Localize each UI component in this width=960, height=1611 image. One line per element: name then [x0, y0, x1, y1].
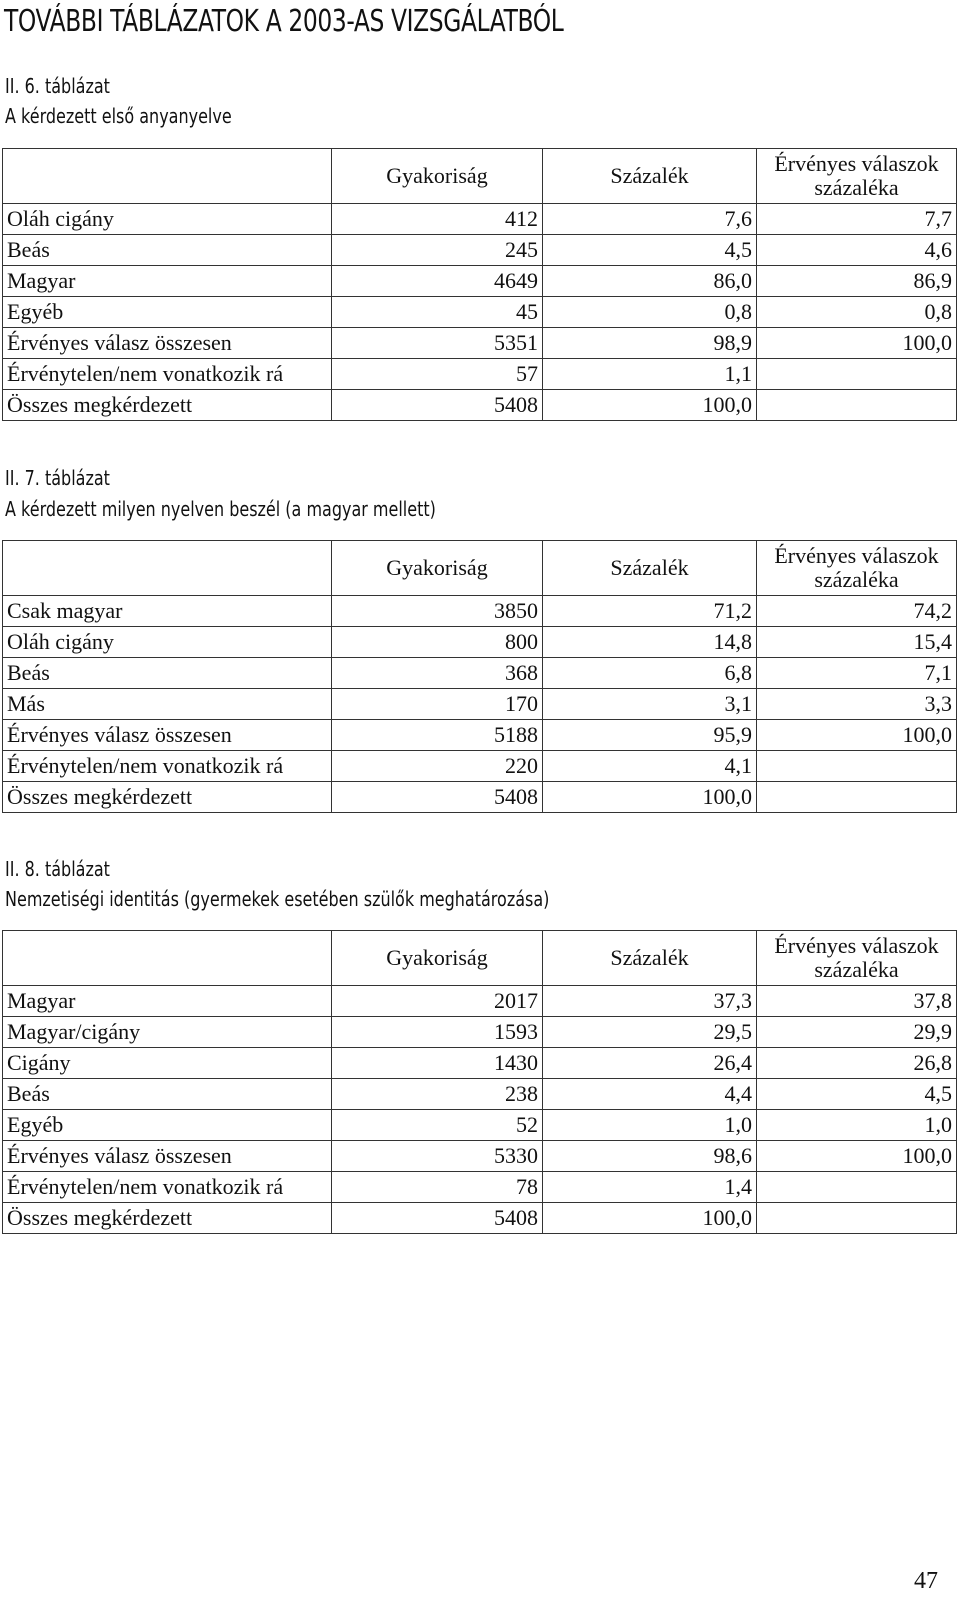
cell-frequency: 5408 [332, 390, 543, 421]
header-valid-line2: százaléka [814, 567, 899, 592]
table-header-row [3, 541, 957, 596]
cell-valid-percent: 4,5 [757, 1079, 957, 1110]
cell-valid-percent [757, 390, 957, 421]
cell-percent: 26,4 [543, 1048, 757, 1079]
header-valid-line2: százaléka [814, 175, 899, 200]
row-label: Érvénytelen/nem vonatkozik rá [3, 359, 332, 390]
table-row [3, 986, 957, 1017]
cell-percent: 37,3 [543, 986, 757, 1017]
table-row [3, 204, 957, 235]
row-label: Beás [3, 235, 332, 266]
cell-frequency: 45 [332, 297, 543, 328]
cell-percent: 1,4 [543, 1172, 757, 1203]
row-label: Oláh cigány [3, 204, 332, 235]
table-7-title: A kérdezett milyen nyelven beszél (a magyar mellett) [5, 497, 436, 521]
cell-valid-percent: 7,7 [757, 204, 957, 235]
cell-percent: 3,1 [543, 689, 757, 720]
header-percent: Százalék [543, 149, 757, 204]
cell-frequency: 800 [332, 627, 543, 658]
cell-valid-percent: 86,9 [757, 266, 957, 297]
table-header-row [3, 149, 957, 204]
cell-valid-percent [757, 782, 957, 813]
table-row [3, 596, 957, 627]
cell-frequency: 57 [332, 359, 543, 390]
row-label: Oláh cigány [3, 627, 332, 658]
cell-valid-percent: 29,9 [757, 1017, 957, 1048]
cell-valid-percent: 4,6 [757, 235, 957, 266]
cell-frequency: 170 [332, 689, 543, 720]
table-row [3, 297, 957, 328]
header-percent: Százalék [543, 931, 757, 986]
cell-frequency: 52 [332, 1110, 543, 1141]
row-label: Más [3, 689, 332, 720]
row-label: Érvényes válasz összesen [3, 1141, 332, 1172]
cell-valid-percent [757, 1172, 957, 1203]
table-row [3, 1141, 957, 1172]
row-label: Érvénytelen/nem vonatkozik rá [3, 751, 332, 782]
row-label: Magyar [3, 986, 332, 1017]
cell-valid-percent: 7,1 [757, 658, 957, 689]
cell-valid-percent: 100,0 [757, 720, 957, 751]
table-header-row [3, 931, 957, 986]
table-row [3, 1017, 957, 1048]
cell-percent: 95,9 [543, 720, 757, 751]
cell-frequency: 4649 [332, 266, 543, 297]
cell-percent: 71,2 [543, 596, 757, 627]
cell-percent: 98,9 [543, 328, 757, 359]
table-row [3, 720, 957, 751]
cell-frequency: 5330 [332, 1141, 543, 1172]
cell-valid-percent: 37,8 [757, 986, 957, 1017]
table-6 [2, 148, 957, 421]
cell-percent: 86,0 [543, 266, 757, 297]
table-row [3, 328, 957, 359]
row-label: Magyar/cigány [3, 1017, 332, 1048]
cell-frequency: 245 [332, 235, 543, 266]
table-8-title: Nemzetiségi identitás (gyermekek esetében szülők meghatározása) [5, 887, 550, 911]
row-label: Csak magyar [3, 596, 332, 627]
table-7 [2, 540, 957, 813]
row-label: Összes megkérdezett [3, 782, 332, 813]
row-label: Magyar [3, 266, 332, 297]
table-row [3, 689, 957, 720]
cell-frequency: 5408 [332, 1203, 543, 1234]
cell-percent: 0,8 [543, 297, 757, 328]
cell-valid-percent: 15,4 [757, 627, 957, 658]
header-frequency: Gyakoriság [332, 149, 543, 204]
cell-percent: 6,8 [543, 658, 757, 689]
table-8 [2, 930, 957, 1234]
page-title: TOVÁBBI TÁBLÁZATOK A 2003-AS VIZSGÁLATBÓL [4, 4, 564, 39]
table-row [3, 1172, 957, 1203]
cell-frequency: 238 [332, 1079, 543, 1110]
table-row [3, 751, 957, 782]
cell-frequency: 3850 [332, 596, 543, 627]
table-8-number: II. 8. táblázat [5, 857, 110, 881]
header-percent: Százalék [543, 541, 757, 596]
cell-percent: 100,0 [543, 782, 757, 813]
header-valid-percent [757, 931, 957, 986]
header-valid-percent [757, 541, 957, 596]
row-label: Érvényes válasz összesen [3, 328, 332, 359]
cell-percent: 1,1 [543, 359, 757, 390]
cell-percent: 7,6 [543, 204, 757, 235]
cell-percent: 100,0 [543, 1203, 757, 1234]
cell-valid-percent: 100,0 [757, 328, 957, 359]
header-frequency: Gyakoriság [332, 931, 543, 986]
cell-valid-percent: 100,0 [757, 1141, 957, 1172]
cell-valid-percent: 3,3 [757, 689, 957, 720]
cell-valid-percent: 1,0 [757, 1110, 957, 1141]
cell-valid-percent [757, 751, 957, 782]
row-label: Beás [3, 658, 332, 689]
cell-frequency: 5408 [332, 782, 543, 813]
cell-frequency: 5188 [332, 720, 543, 751]
table-row [3, 658, 957, 689]
table-6-title: A kérdezett első anyanyelve [5, 104, 232, 128]
cell-percent: 29,5 [543, 1017, 757, 1048]
cell-valid-percent: 74,2 [757, 596, 957, 627]
table-row [3, 1110, 957, 1141]
cell-percent: 14,8 [543, 627, 757, 658]
header-valid-line1: Érvényes válaszok [774, 933, 939, 958]
cell-percent: 4,4 [543, 1079, 757, 1110]
row-label: Egyéb [3, 1110, 332, 1141]
cell-frequency: 1593 [332, 1017, 543, 1048]
header-valid-line2: százaléka [814, 957, 899, 982]
table-row [3, 390, 957, 421]
row-label: Érvényes válasz összesen [3, 720, 332, 751]
table-row [3, 782, 957, 813]
cell-valid-percent: 26,8 [757, 1048, 957, 1079]
cell-frequency: 412 [332, 204, 543, 235]
row-label: Összes megkérdezett [3, 390, 332, 421]
table-7-number: II. 7. táblázat [5, 466, 110, 490]
table-row [3, 1079, 957, 1110]
table-6-number: II. 6. táblázat [5, 74, 110, 98]
row-label: Egyéb [3, 297, 332, 328]
cell-percent: 4,5 [543, 235, 757, 266]
cell-frequency: 78 [332, 1172, 543, 1203]
table-row [3, 235, 957, 266]
row-label: Érvénytelen/nem vonatkozik rá [3, 1172, 332, 1203]
table-row [3, 359, 957, 390]
header-valid-line1: Érvényes válaszok [774, 151, 939, 176]
cell-valid-percent: 0,8 [757, 297, 957, 328]
table-row [3, 627, 957, 658]
table-row [3, 1048, 957, 1079]
row-label: Beás [3, 1079, 332, 1110]
header-valid-line1: Érvényes válaszok [774, 543, 939, 568]
cell-percent: 1,0 [543, 1110, 757, 1141]
page-number: 47 [914, 1568, 938, 1594]
cell-frequency: 5351 [332, 328, 543, 359]
cell-frequency: 220 [332, 751, 543, 782]
cell-percent: 100,0 [543, 390, 757, 421]
row-label: Cigány [3, 1048, 332, 1079]
cell-valid-percent [757, 359, 957, 390]
table-row [3, 1203, 957, 1234]
cell-frequency: 2017 [332, 986, 543, 1017]
cell-frequency: 1430 [332, 1048, 543, 1079]
cell-percent: 98,6 [543, 1141, 757, 1172]
cell-percent: 4,1 [543, 751, 757, 782]
header-valid-percent [757, 149, 957, 204]
header-empty [3, 931, 332, 986]
header-empty [3, 541, 332, 596]
header-frequency: Gyakoriság [332, 541, 543, 596]
cell-valid-percent [757, 1203, 957, 1234]
cell-frequency: 368 [332, 658, 543, 689]
row-label: Összes megkérdezett [3, 1203, 332, 1234]
header-empty [3, 149, 332, 204]
table-row [3, 266, 957, 297]
